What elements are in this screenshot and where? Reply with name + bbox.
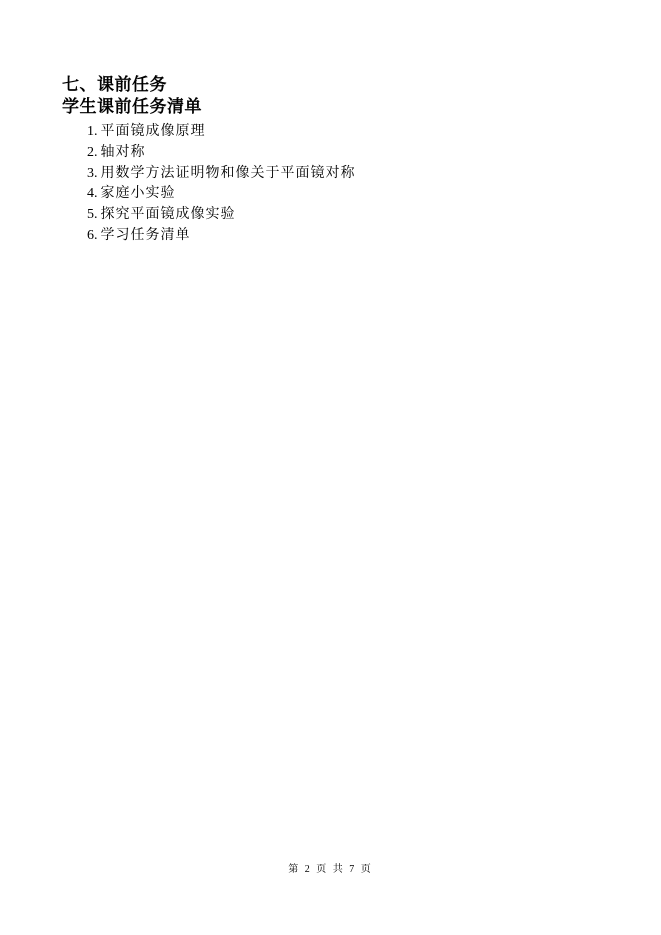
section-title: 七、课前任务 [62, 75, 167, 94]
task-item-5 [87, 205, 356, 226]
page-number-text: 第 2 页 共 7 页 [288, 864, 373, 875]
task-number: 1. [87, 124, 98, 139]
task-item-2 [87, 143, 356, 164]
task-item-1 [87, 122, 356, 143]
task-number: 6. [87, 227, 98, 243]
task-number: 4. [87, 186, 98, 202]
task-item-3 [87, 164, 356, 185]
page-footer [0, 860, 661, 875]
task-label: 家庭小实验 [100, 186, 176, 202]
task-item-6 [87, 226, 356, 247]
task-label: 轴对称 [100, 144, 146, 160]
task-number: 3. [87, 165, 98, 181]
task-label: 探究平面镜成像实验 [100, 207, 236, 223]
task-label: 平面镜成像原理 [100, 124, 206, 139]
task-item-4 [87, 184, 356, 205]
task-list [87, 122, 356, 247]
subsection-title: 学生课前任务清单 [62, 97, 202, 116]
task-label: 学习任务清单 [100, 227, 191, 243]
task-number: 5. [87, 207, 98, 223]
task-number: 2. [87, 144, 98, 160]
task-label: 用数学方法证明物和像关于平面镜对称 [100, 165, 356, 181]
section-headings [62, 74, 202, 118]
